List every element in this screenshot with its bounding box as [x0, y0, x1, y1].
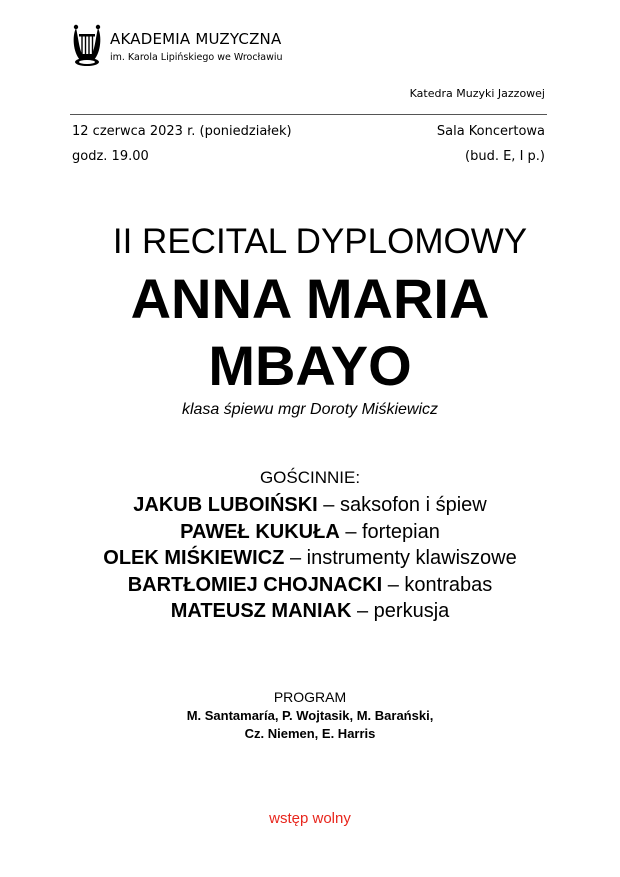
- program-line: Cz. Niemen, E. Harris: [244, 726, 376, 741]
- event-time: godz. 19.00: [72, 149, 149, 164]
- performer-name-line2: MBAYO: [208, 334, 412, 397]
- department: Katedra Muzyki Jazzowej: [409, 87, 545, 100]
- guest-role: – fortepian: [339, 520, 440, 543]
- event-date: 12 czerwca 2023 r. (poniedziałek): [72, 124, 292, 139]
- event-building: (bud. E, I p.): [465, 149, 545, 164]
- guest-item: [0, 545, 620, 572]
- guest-item: [0, 519, 620, 546]
- guest-role: – saksofon i śpiew: [317, 494, 487, 516]
- class-info: klasa śpiewu mgr Doroty Miśkiewicz: [181, 401, 439, 418]
- program-line: M. Santamaría, P. Wojtasik, M. Barański,: [186, 708, 434, 723]
- header-divider: [70, 114, 547, 115]
- guest-name: OLEK MIŚKIEWICZ: [103, 547, 285, 569]
- guest-item: [0, 492, 620, 519]
- program-heading: PROGRAM: [273, 689, 347, 705]
- guest-name: JAKUB LUBOIŃSKI: [133, 494, 318, 516]
- guest-item: [0, 598, 620, 625]
- recital-title: II RECITAL DYPLOMOWY: [112, 222, 528, 261]
- guest-name: BARTŁOMIEJ CHOJNACKI: [127, 573, 383, 596]
- guest-item: [0, 572, 620, 599]
- guest-role: – instrumenty klawiszowe: [284, 547, 517, 569]
- event-venue: Sala Koncertowa: [436, 124, 545, 139]
- guests-list: [0, 492, 620, 625]
- guest-role: – kontrabas: [382, 573, 493, 596]
- guest-name: PAWEŁ KUKUŁA: [180, 520, 340, 543]
- performer-name-line1: ANNA MARIA: [130, 267, 490, 330]
- institution-subtitle: im. Karola Lipińskiego we Wrocławiu: [110, 52, 283, 63]
- lyre-icon: [70, 22, 104, 70]
- guest-name: MATEUSZ MANIAK: [170, 600, 352, 622]
- institution-name: AKADEMIA MUZYCZNA: [110, 30, 282, 48]
- program-composers: [0, 707, 620, 743]
- guest-role: – perkusja: [351, 600, 450, 622]
- guests-heading: GOŚCINNIE:: [259, 468, 361, 487]
- admission-note: wstęp wolny: [269, 810, 351, 827]
